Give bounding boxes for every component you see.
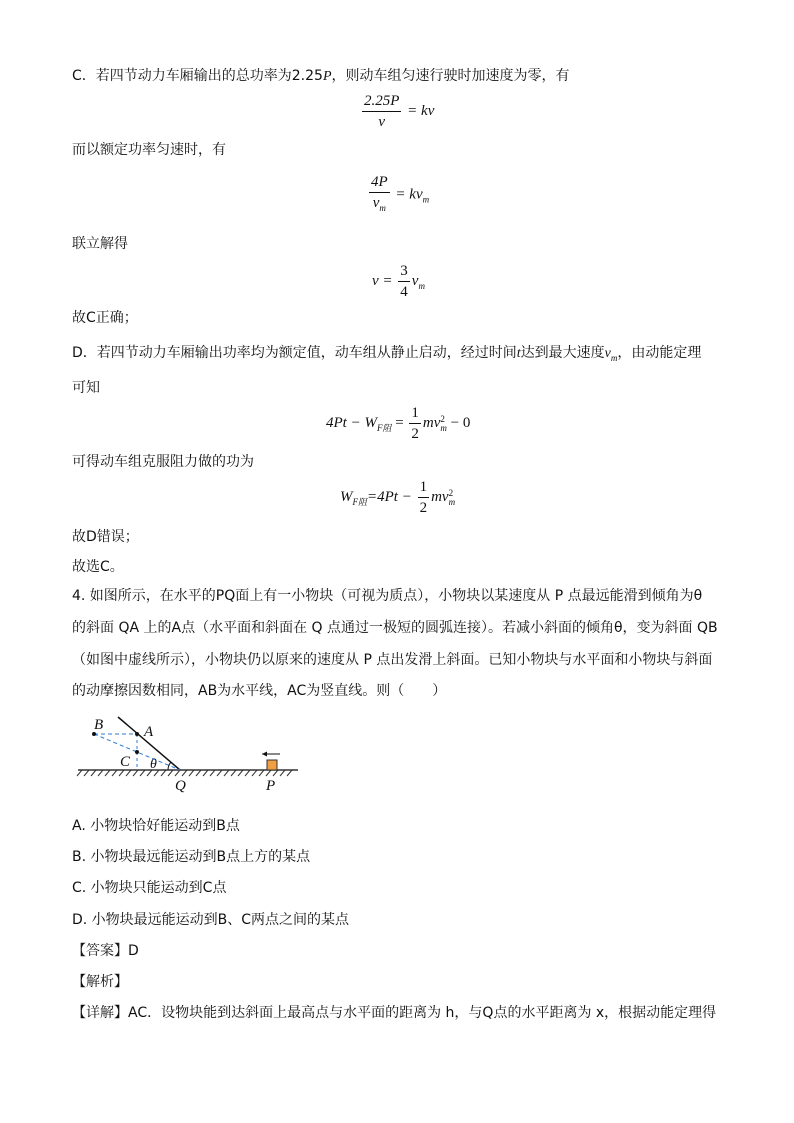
option-c: C. 小物块只能运动到C点 <box>72 880 227 896</box>
section-c-text3: 联立解得 <box>72 236 128 252</box>
option-d: D. 小物块最远能运动到B、C两点之间的某点 <box>72 912 350 928</box>
answer-row <box>72 941 139 961</box>
label-c: C <box>120 754 131 770</box>
label-a: A <box>144 724 154 740</box>
question4-line4: 的动摩擦因数相同，AB为水平线，AC为竖直线。则（ ） <box>72 683 447 699</box>
block <box>267 760 277 770</box>
section-c-intro: C．若四节动力车厢输出的总功率为2.25P，则动车组匀速行驶时加速度为零，有 <box>72 68 570 84</box>
section-c-conclusion: 故C正确； <box>72 310 138 326</box>
answer-tag: 【答案】 <box>72 943 128 959</box>
question4-line1: 4. 如图所示，在水平的PQ面上有一小物块（可视为质点），小物块以某速度从 P 点最远能滑到倾角为θ <box>72 588 703 604</box>
option-a: A. 小物块恰好能运动到B点 <box>72 818 240 834</box>
equation-d1: $4Pt - W_{F阻}$ = $\frac{1}{2}$ mv 2 m − 0 <box>326 405 471 442</box>
section-d-intro-2: 可知 <box>72 380 100 396</box>
incline-figure <box>70 712 310 796</box>
label-theta: θ <box>150 757 157 772</box>
final-answer-c: 故选C。 <box>72 559 124 575</box>
equation-d2: $W_{F阻}=4Pt$ − $\frac{1}{2}$ mv 2 m <box>340 479 456 516</box>
ground-hatch <box>77 770 298 776</box>
section-d-conclusion: 故D错误； <box>72 529 139 545</box>
section-c-text2: 而以额定功率匀速时，有 <box>72 142 226 158</box>
section-d-text5: 可得动车组克服阻力做的功为 <box>72 454 254 470</box>
detail-text: AC．设物块能到达斜面上最高点与水平面的距离为 h，与Q点的水平距离为 x，根据动能定理得 <box>128 1005 717 1021</box>
detail-tag: 【详解】 <box>72 1005 128 1021</box>
question4-line3: （如图中虚线所示），小物块仍以原来的速度从 P 点出发滑上斜面。已知小物块与水平面和小物块与斜面 <box>72 652 713 668</box>
detail-row <box>72 1003 716 1023</box>
label-q: Q <box>175 778 186 794</box>
equation-c2: $\frac{4P}{v_m}$ = $kv_m$ <box>371 174 430 213</box>
point-a <box>135 732 139 736</box>
point-c <box>135 750 139 754</box>
equation-c1: $\frac{2.25P}{v}$ = kv <box>364 93 435 130</box>
answer-value: D <box>128 943 139 959</box>
analysis-tag: 【解析】 <box>72 974 128 990</box>
equation-c3: v = $\frac{3}{4}$ $v_m$ <box>372 263 425 300</box>
angle-arc <box>168 762 171 770</box>
question4-line2: 的斜面 QA 上的A点（水平面和斜面在 Q 点通过一极短的圆弧连接）。若减小斜面的倾角θ，变为斜面 QB <box>72 620 718 636</box>
section-d-intro: D．若四节动力车厢输出功率均为额定值，动车组从静止启动，经过时间t达到最大速度$v_m$，由动能定理 <box>72 345 702 363</box>
option-b: B. 小物块最远能运动到B点上方的某点 <box>72 849 311 865</box>
label-p: P <box>266 778 276 794</box>
arrow-head-icon <box>262 752 267 757</box>
label-b: B <box>94 717 104 733</box>
